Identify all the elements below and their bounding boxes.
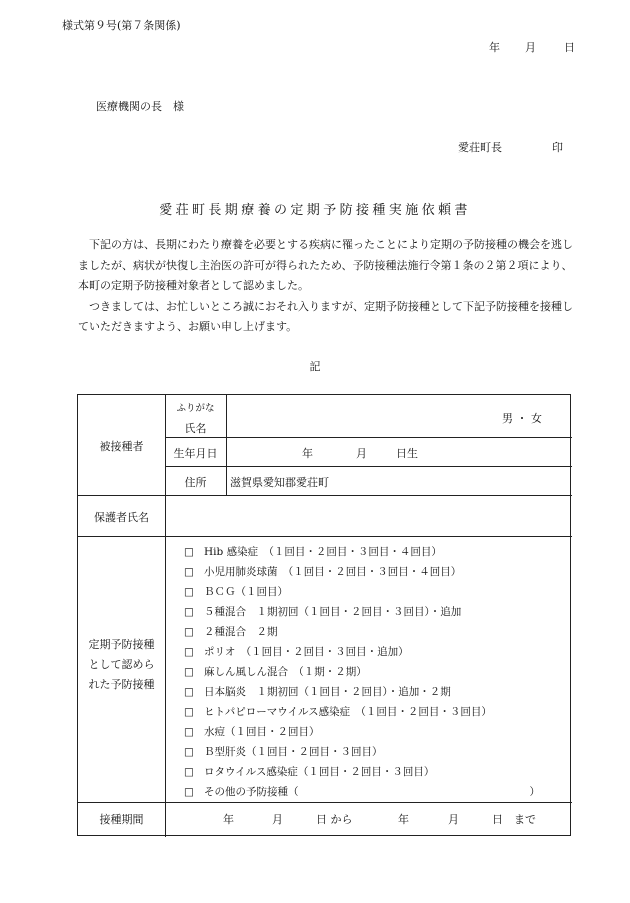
vaccine-text: ロタウイルス感染症（１回目・２回目・３回目）: [204, 766, 435, 778]
checkbox-icon[interactable]: □: [184, 726, 194, 738]
vaccine-item-je[interactable]: [184, 682, 540, 702]
addressee: 医療機関の長 様: [96, 100, 184, 113]
issuer: [458, 139, 563, 155]
address-label: 住所: [184, 476, 207, 489]
vaccine-text: ５種混合 １期初回（１回目・２回目・３回目）・追加: [204, 606, 462, 618]
vaccine-item-hpv[interactable]: [184, 702, 540, 722]
sex-options: 男 ・ 女: [502, 412, 542, 425]
form-number: 様式第９号(第７条関係): [62, 19, 181, 32]
vaccine-item-mr[interactable]: [184, 662, 540, 682]
vaccine-item-2-combined[interactable]: [184, 622, 540, 642]
period-day-from: 日 から: [316, 813, 353, 826]
period-day-to: 日 まで: [492, 813, 536, 826]
request-form-table: [77, 394, 571, 836]
checkbox-icon[interactable]: □: [184, 546, 194, 558]
vaccine-text: Hib 感染症 （１回目・２回目・３回目・４回目）: [204, 546, 442, 558]
vaccine-label-line-1: 定期予防接種: [88, 638, 155, 651]
furigana-label: ふりがな: [176, 403, 215, 414]
guardian-label: 保護者氏名: [94, 511, 149, 524]
period-value: [165, 811, 572, 825]
vaccine-item-varicella[interactable]: [184, 722, 540, 742]
vaccine-text: 麻しん風しん混合 （１期・２期）: [204, 666, 367, 678]
date-year: 年: [489, 41, 500, 54]
period-month-to: 月: [448, 813, 459, 826]
grid-line: [165, 437, 572, 438]
subject-label: 被接種者: [99, 440, 144, 453]
grid-line: [165, 495, 166, 837]
checkbox-icon[interactable]: □: [184, 706, 194, 718]
checkbox-icon[interactable]: □: [184, 566, 194, 578]
vaccine-text: 日本脳炎 １期初回（１回目・２回目）・追加・２期: [204, 686, 451, 698]
checkbox-icon[interactable]: □: [184, 746, 194, 758]
body-text: [78, 235, 578, 338]
vaccine-checklist: [184, 542, 540, 802]
checkbox-icon[interactable]: □: [184, 686, 194, 698]
period-month-from: 月: [272, 813, 283, 826]
vaccine-text: ヒトパピローマウイルス感染症 （１回目・２回目・３回目）: [204, 706, 492, 718]
dob-day: 日生: [396, 447, 418, 460]
issuer-name: 愛荘町長: [458, 141, 502, 154]
vaccine-text: ２種混合 ２期: [204, 626, 278, 638]
vaccine-item-rotavirus[interactable]: [184, 762, 540, 782]
vaccine-item-pneumococcal[interactable]: [184, 562, 540, 582]
vaccine-item-5-combined[interactable]: [184, 602, 540, 622]
ki-heading: 記: [309, 360, 321, 373]
document-title: 愛荘町長期療養の定期予防接種実施依頼書: [159, 203, 471, 218]
checkbox-icon[interactable]: □: [184, 786, 194, 798]
grid-line: [78, 802, 572, 803]
checkbox-icon[interactable]: □: [184, 666, 194, 678]
period-year-to: 年: [398, 813, 409, 826]
grid-line: [165, 466, 572, 467]
vaccine-text: 小児用肺炎球菌 （１回目・２回目・３回目・４回目）: [204, 566, 462, 578]
checkbox-icon[interactable]: □: [184, 646, 194, 658]
vaccine-item-polio[interactable]: [184, 642, 540, 662]
vaccine-label-line-2: として認めら: [88, 658, 155, 671]
seal-mark: 印: [552, 141, 563, 154]
checkbox-icon[interactable]: □: [184, 606, 194, 618]
period-year-from: 年: [223, 813, 234, 826]
checkbox-icon[interactable]: □: [184, 766, 194, 778]
dob-year: 年: [302, 447, 313, 460]
grid-line: [78, 495, 572, 496]
date-month: 月: [525, 41, 536, 54]
grid-line: [78, 536, 572, 537]
vaccine-item-hepatitis-b[interactable]: [184, 742, 540, 762]
dob-month: 月: [356, 447, 367, 460]
period-label: 接種期間: [99, 813, 144, 826]
vaccine-text: 水痘（１回目・２回目）: [204, 726, 320, 738]
address-value: 滋賀県愛知郡愛荘町: [230, 476, 329, 489]
checkbox-icon[interactable]: □: [184, 586, 194, 598]
dob-label: 生年月日: [173, 447, 218, 460]
vaccine-text: Ｂ型肝炎（１回目・２回目・３回目）: [204, 746, 383, 758]
vaccine-text: その他の予防接種（ ）: [204, 786, 540, 798]
vaccine-item-hib[interactable]: [184, 542, 540, 562]
vaccine-text: ＢＣＧ（１回目）: [204, 586, 288, 598]
body-paragraph-1: 下記の方は、長期にわたり療養を必要とする疾病に罹ったことにより定期の予防接種の機会を逃しましたが、病状が快復し主治医の許可が得られたため、予防接種法施行令第１条の２第２項により、本町の定期予防接種対象者として認めました。: [78, 238, 573, 292]
vaccine-text: ポリオ （１回目・２回目・３回目・追加）: [204, 646, 409, 658]
vaccine-label: [78, 635, 165, 695]
date-day: 日: [564, 41, 575, 54]
vaccine-item-bcg[interactable]: [184, 582, 540, 602]
checkbox-icon[interactable]: □: [184, 626, 194, 638]
vaccine-label-line-3: れた予防接種: [88, 678, 155, 691]
body-paragraph-2: つきましては、お忙しいところ誠におそれ入りますが、定期予防接種として下記予防接種を接種していただきますよう、お願い申し上げます。: [78, 299, 573, 333]
vaccine-item-other[interactable]: [184, 782, 540, 802]
dob-value: [226, 445, 572, 459]
name-label: 氏名: [184, 422, 207, 435]
